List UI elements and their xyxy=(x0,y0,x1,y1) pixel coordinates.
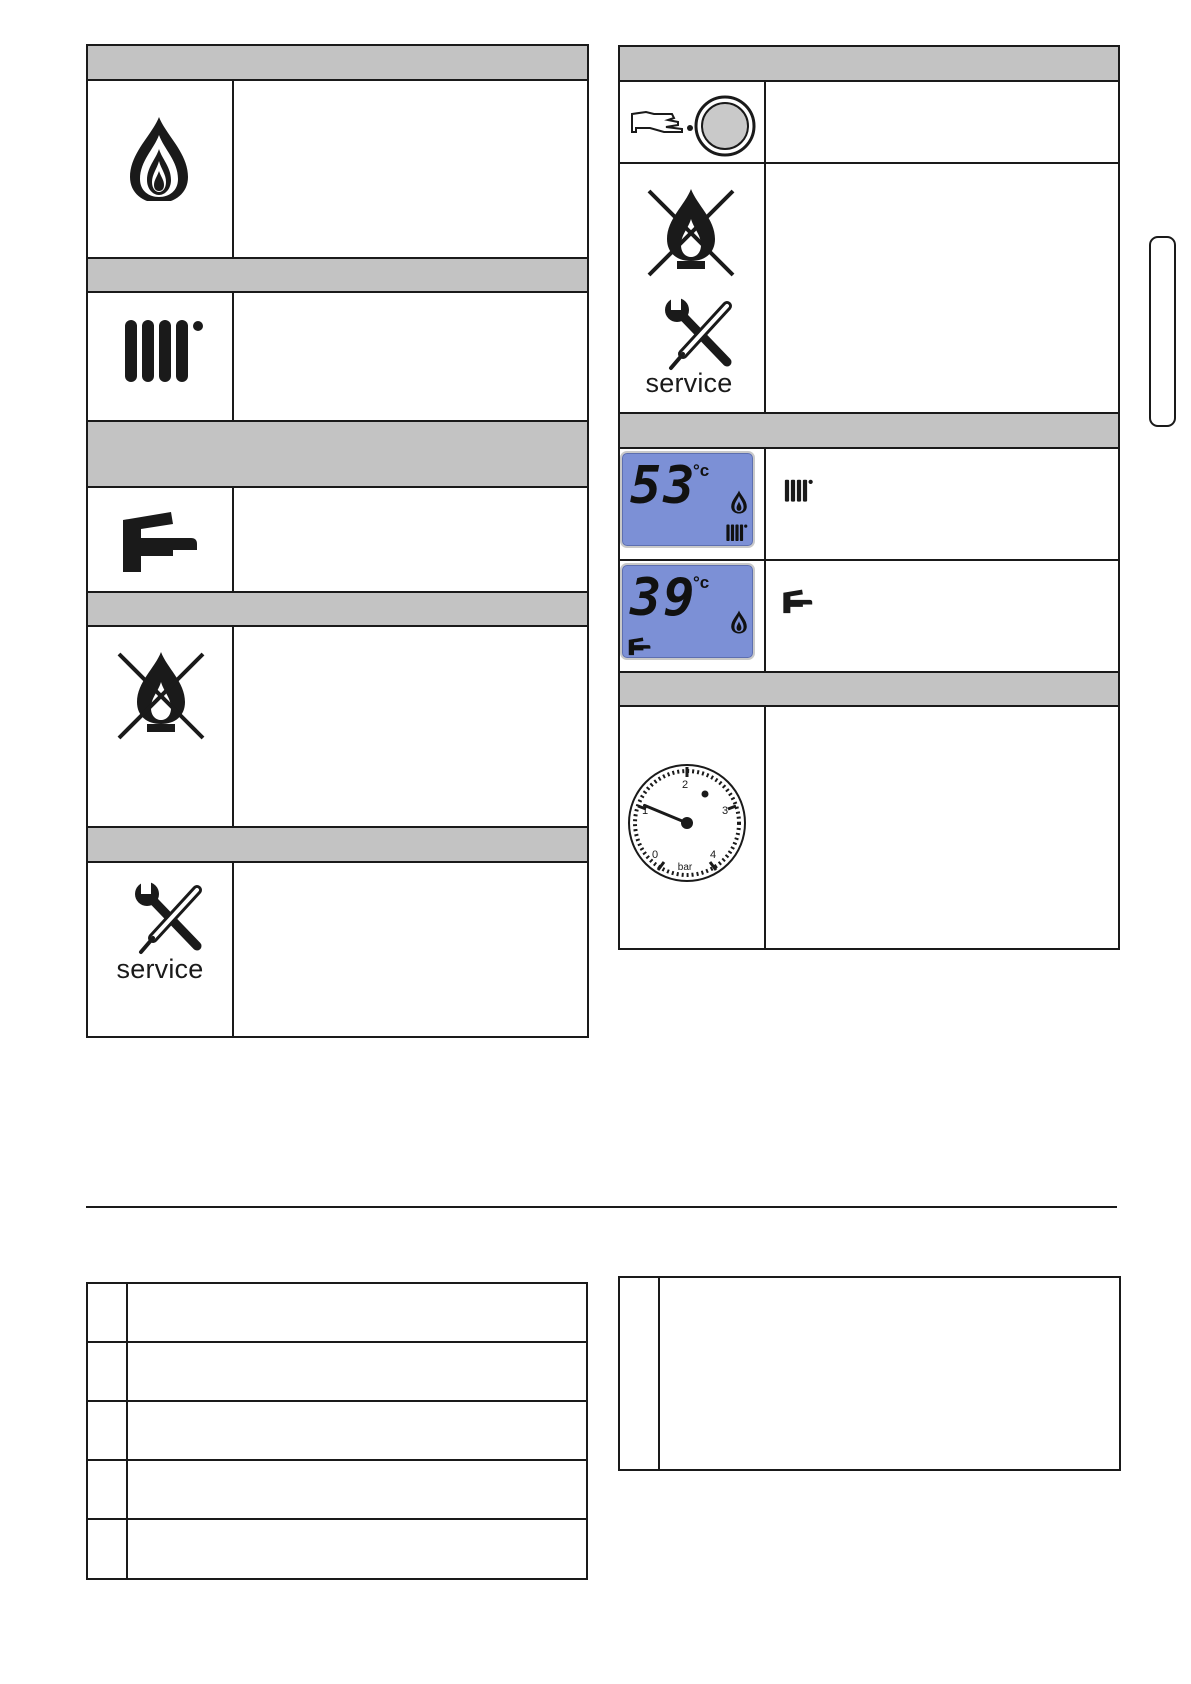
side-tab-marker xyxy=(1149,236,1176,427)
reset-button-icon xyxy=(628,92,758,160)
flame-icon xyxy=(728,488,750,516)
gauge-tick-label: 0 xyxy=(651,849,659,861)
service-tools-icon xyxy=(661,296,741,376)
table-header-bar xyxy=(88,828,587,861)
no-flame-icon xyxy=(643,185,739,279)
table-header-bar xyxy=(620,673,1118,705)
flame-icon xyxy=(118,113,200,207)
service-label: service xyxy=(116,954,204,984)
lcd-hot-water-display xyxy=(620,563,755,660)
gauge-tick-label: 1 xyxy=(641,805,649,817)
lcd-temperature: 39 xyxy=(630,568,697,628)
table-header-bar xyxy=(620,414,1118,447)
radiator-icon xyxy=(783,479,815,503)
lower-left-table xyxy=(86,1282,588,1580)
lower-right-table xyxy=(618,1276,1121,1471)
gauge-tick-label: 3 xyxy=(721,805,729,817)
gauge-tick-label: 4 xyxy=(709,849,717,861)
radiator-icon xyxy=(123,318,207,386)
tap-icon xyxy=(627,636,651,656)
gauge-unit-label: bar xyxy=(677,862,693,873)
table-header-bar xyxy=(620,47,1118,80)
lcd-temperature: 53 xyxy=(630,456,697,516)
table-header-bar xyxy=(88,593,587,625)
pressure-gauge-icon xyxy=(626,762,748,884)
table-header-bar xyxy=(88,259,587,291)
service-tools-icon xyxy=(131,880,211,960)
lcd-heating-display xyxy=(620,451,755,548)
no-flame-icon xyxy=(113,648,209,742)
lcd-temperature-unit: °c xyxy=(693,573,710,592)
table-header-bar xyxy=(88,46,587,79)
flame-icon xyxy=(728,608,750,636)
service-label: service xyxy=(645,368,733,398)
lcd-temperature-unit: °c xyxy=(693,461,710,480)
tap-icon xyxy=(117,508,199,574)
radiator-icon xyxy=(725,524,749,542)
gauge-tick-label: 2 xyxy=(681,779,689,791)
table-header-bar xyxy=(88,422,587,486)
tap-icon xyxy=(781,588,813,614)
section-divider xyxy=(86,1206,1117,1208)
